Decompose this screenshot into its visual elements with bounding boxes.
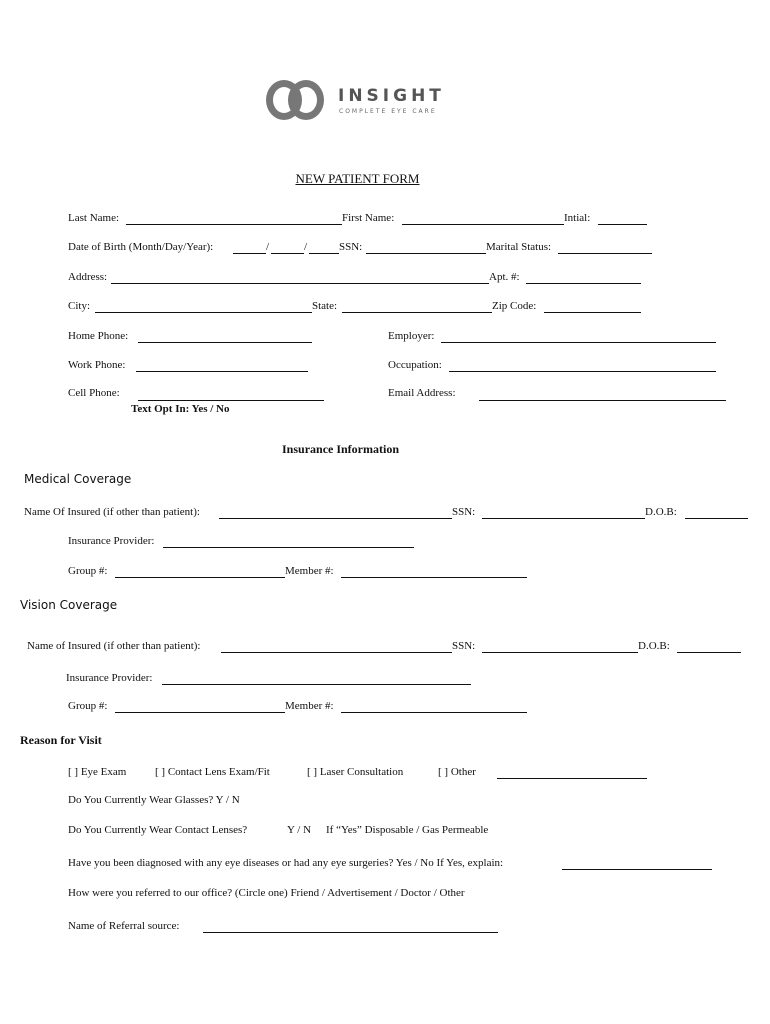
option-other[interactable]: [ ] Other	[438, 766, 476, 778]
state-label: State:	[312, 300, 338, 312]
medical-ssn-field[interactable]	[482, 518, 645, 519]
city-label: City:	[68, 300, 91, 312]
vision-member-label: Member #:	[285, 700, 334, 712]
vision-ssn-field[interactable]	[482, 652, 638, 653]
last-name-field[interactable]	[126, 224, 342, 225]
work-phone-label: Work Phone:	[68, 359, 126, 371]
vision-group-label: Group #:	[68, 700, 108, 712]
insight-logo	[266, 80, 456, 126]
glasses-question[interactable]: Do You Currently Wear Glasses? Y / N	[68, 794, 240, 806]
last-name-label: Last Name:	[68, 212, 120, 224]
apt-label: Apt. #:	[489, 271, 520, 283]
email-label: Email Address:	[388, 387, 456, 399]
vision-provider-field[interactable]	[162, 684, 471, 685]
vision-insured-label: Name of Insured (if other than patient):	[27, 640, 201, 652]
logo-tagline: COMPLETE EYE CARE	[339, 108, 437, 115]
medical-insured-label: Name Of Insured (if other than patient):	[24, 506, 200, 518]
medical-member-label: Member #:	[285, 565, 334, 577]
insurance-title: Insurance Information	[282, 442, 400, 456]
diagnosed-question: Have you been diagnosed with any eye diseases or had any eye surgeries? Yes / No If Yes, explain:	[68, 857, 504, 869]
zip-field[interactable]	[544, 312, 641, 313]
dob-slash-2: /	[304, 241, 308, 253]
dob-slash-1: /	[266, 241, 270, 253]
contacts-yes-no[interactable]: Y / N	[287, 824, 312, 836]
text-opt-in[interactable]: Text Opt In: Yes / No	[131, 403, 230, 415]
dob-month-field[interactable]	[233, 253, 266, 254]
zip-label: Zip Code:	[492, 300, 537, 312]
vision-dob-field[interactable]	[677, 652, 741, 653]
vision-coverage-heading: Vision Coverage	[20, 598, 118, 612]
home-phone-field[interactable]	[138, 342, 312, 343]
other-reason-field[interactable]	[497, 778, 647, 779]
vision-ssn-label: SSN:	[452, 640, 476, 652]
referred-question[interactable]: How were you referred to our office? (Circle one) Friend / Advertisement / Doctor / Other	[68, 887, 465, 899]
initial-field[interactable]	[598, 224, 647, 225]
employer-label: Employer:	[388, 330, 435, 342]
email-field[interactable]	[479, 400, 726, 401]
option-laser-consultation[interactable]: [ ] Laser Consultation	[307, 766, 404, 778]
dob-label: Date of Birth (Month/Day/Year):	[68, 241, 214, 253]
occupation-label: Occupation:	[388, 359, 442, 371]
medical-insured-field[interactable]	[219, 518, 452, 519]
medical-ssn-label: SSN:	[452, 506, 476, 518]
contacts-question: Do You Currently Wear Contact Lenses?	[68, 824, 248, 836]
vision-dob-label: D.O.B:	[638, 640, 670, 652]
medical-dob-field[interactable]	[685, 518, 748, 519]
address-label: Address:	[68, 271, 108, 283]
option-eye-exam[interactable]: [ ] Eye Exam	[68, 766, 127, 778]
medical-member-field[interactable]	[341, 577, 527, 578]
cell-phone-field[interactable]	[138, 400, 324, 401]
marital-label: Marital Status:	[486, 241, 552, 253]
contacts-type[interactable]: If “Yes” Disposable / Gas Permeable	[326, 824, 489, 836]
logo-ring-right-icon	[288, 80, 324, 120]
city-field[interactable]	[95, 312, 312, 313]
vision-member-field[interactable]	[341, 712, 527, 713]
ssn-field[interactable]	[366, 253, 486, 254]
initial-label: Intial:	[564, 212, 591, 224]
diagnosed-explain-field[interactable]	[562, 869, 712, 870]
work-phone-field[interactable]	[136, 371, 308, 372]
marital-field[interactable]	[558, 253, 652, 254]
first-name-field[interactable]	[402, 224, 564, 225]
ssn-label: SSN:	[339, 241, 363, 253]
medical-dob-label: D.O.B:	[645, 506, 677, 518]
home-phone-label: Home Phone:	[68, 330, 129, 342]
logo-brand: INSIGHT	[338, 86, 445, 106]
address-field[interactable]	[111, 283, 489, 284]
apt-field[interactable]	[526, 283, 641, 284]
vision-group-field[interactable]	[115, 712, 285, 713]
reason-visit-heading: Reason for Visit	[20, 733, 102, 747]
cell-phone-label: Cell Phone:	[68, 387, 120, 399]
first-name-label: First Name:	[342, 212, 395, 224]
medical-provider-label: Insurance Provider:	[68, 535, 155, 547]
dob-year-field[interactable]	[309, 253, 339, 254]
employer-field[interactable]	[441, 342, 716, 343]
referral-source-label: Name of Referral source:	[68, 920, 180, 932]
dob-day-field[interactable]	[271, 253, 304, 254]
medical-group-label: Group #:	[68, 565, 108, 577]
occupation-field[interactable]	[449, 371, 716, 372]
option-contact-lens[interactable]: [ ] Contact Lens Exam/Fit	[155, 766, 270, 778]
form-title: NEW PATIENT FORM	[295, 171, 420, 186]
referral-source-field[interactable]	[203, 932, 498, 933]
vision-insured-field[interactable]	[221, 652, 452, 653]
medical-provider-field[interactable]	[163, 547, 414, 548]
state-field[interactable]	[342, 312, 492, 313]
vision-provider-label: Insurance Provider:	[66, 672, 153, 684]
medical-coverage-heading: Medical Coverage	[24, 472, 132, 486]
medical-group-field[interactable]	[115, 577, 285, 578]
